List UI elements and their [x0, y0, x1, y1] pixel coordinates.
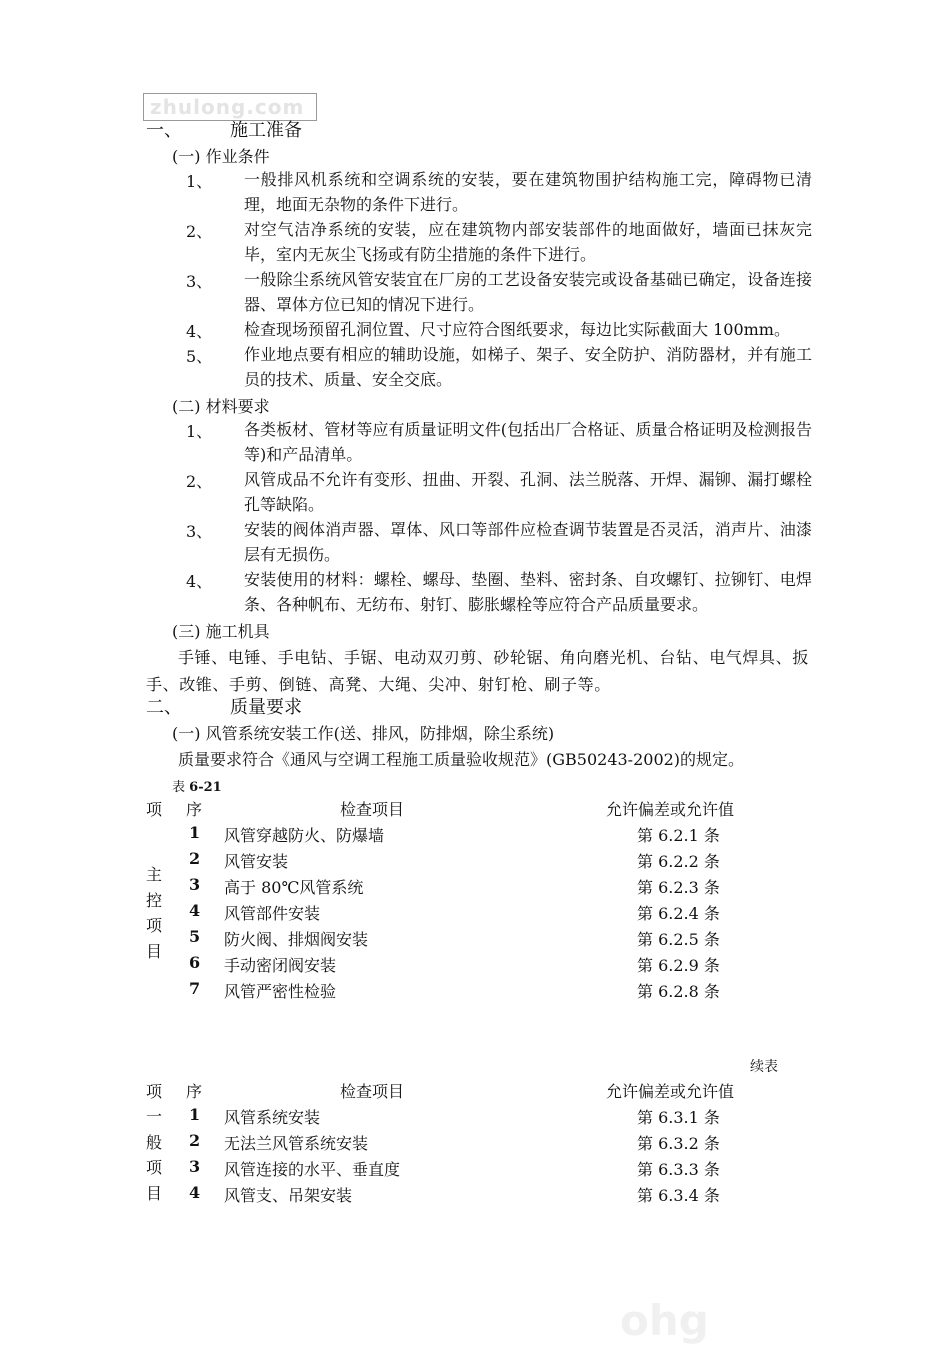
table-row-value: 第 6.2.3 条 [637, 878, 720, 897]
watermark-bottom: ohg [620, 1296, 709, 1345]
table-row-value: 第 6.3.4 条 [637, 1186, 720, 1205]
table-header-item: 检查项目 [340, 800, 405, 819]
table-header-category: 项 [146, 1082, 163, 1101]
table-row-item: 风管严密性检验 [224, 982, 337, 1001]
table-2-caption: 续表 [750, 1059, 778, 1075]
table-row-value: 第 6.2.9 条 [637, 956, 720, 975]
section-2-title: 质量要求 [230, 697, 302, 718]
list-item-number: 4、 [186, 572, 213, 591]
list-item-text: 一般排风机系统和空调系统的安装，要在建筑物围护结构施工完，障碍物已清理，地面无杂物的条件下进行。 [244, 170, 812, 214]
table-row-item: 风管支、吊架安装 [224, 1186, 353, 1205]
table-row-value: 第 6.2.2 条 [637, 852, 720, 871]
list-item-number: 1、 [186, 172, 213, 191]
list-item-number: 2、 [186, 472, 213, 491]
list-item-text: 对空气洁净系统的安装，应在建筑物内部安装部件的地面做好，墙面已抹灰完毕，室内无灰尘飞扬或有防尘措施的条件下进行。 [244, 220, 812, 264]
table-row-value: 第 6.2.8 条 [637, 982, 720, 1001]
list-item-number: 4、 [186, 322, 213, 341]
table-row-item: 防火阀、排烟阀安装 [224, 930, 369, 949]
table-caption-prefix: 表 [172, 780, 186, 795]
subsection-work-conditions: (一) 作业条件 [172, 147, 270, 166]
section-2-number: 二、 [146, 697, 182, 718]
table-row-number: 3 [189, 875, 201, 894]
list-item-text: 一般除尘系统风管安装宜在厂房的工艺设备安装完或设备基础已确定，设备连接器、罩体方位已知的情况下进行。 [244, 270, 812, 314]
table-1-caption [172, 776, 222, 795]
table-row-value: 第 6.2.1 条 [637, 826, 720, 845]
table-header-category: 项 [146, 800, 163, 819]
section-1-number: 一、 [146, 120, 182, 141]
table-group-label: 一般项目 [146, 1107, 163, 1203]
table-header-value: 允许偏差或允许值 [606, 1082, 735, 1101]
table-row-number: 6 [189, 953, 201, 972]
table-row-number: 1 [189, 1105, 201, 1124]
table-row-value: 第 6.3.1 条 [637, 1108, 720, 1127]
table-row-number: 7 [189, 979, 201, 998]
table-row-number: 1 [189, 823, 201, 842]
table-row-item: 风管系统安装 [224, 1108, 321, 1127]
table-row-item: 高于 80℃风管系统 [224, 878, 364, 897]
table-row-number: 5 [189, 927, 201, 946]
list-item-number: 3、 [186, 522, 213, 541]
list-item-number: 3、 [186, 272, 213, 291]
list-item-number: 1、 [186, 422, 213, 441]
table-row-number: 2 [189, 1131, 201, 1150]
table-row-number: 4 [189, 1183, 201, 1202]
tools-line-1: 手锤、电锤、手电钻、手锯、电动双刃剪、砂轮锯、角向磨光机、台钻、电气焊具、扳 [178, 648, 809, 667]
table-row-value: 第 6.2.5 条 [637, 930, 720, 949]
list-item-text: 检查现场预留孔洞位置、尺寸应符合图纸要求，每边比实际截面大 100mm。 [244, 320, 790, 339]
table-header-index: 序 [186, 800, 203, 819]
table-row-value: 第 6.3.3 条 [637, 1160, 720, 1179]
section-1-title: 施工准备 [230, 120, 302, 141]
table-header-item: 检查项目 [340, 1082, 405, 1101]
table-row-number: 4 [189, 901, 201, 920]
list-item-text: 安装的阀体消声器、罩体、风口等部件应检查调节装置是否灵活，消声片、油漆层有无损伤。 [244, 520, 812, 564]
table-row-number: 2 [189, 849, 201, 868]
subsection-duct-system: (一) 风管系统安装工作(送、排风，防排烟，除尘系统) [172, 724, 555, 743]
table-group-label: 主控项目 [146, 865, 163, 961]
table-row-value: 第 6.3.2 条 [637, 1134, 720, 1153]
table-row-item: 手动密闭阀安装 [224, 956, 337, 975]
table-row-number: 3 [189, 1157, 201, 1176]
table-row-item: 风管连接的水平、垂直度 [224, 1160, 401, 1179]
watermark-logo: zhulong.com [143, 93, 317, 121]
table-row-item: 风管安装 [224, 852, 289, 871]
tools-line-2: 手、改锥、手剪、倒链、高凳、大绳、尖冲、射钉枪、刷子等。 [146, 675, 611, 694]
list-item-text: 风管成品不允许有变形、扭曲、开裂、孔洞、法兰脱落、开焊、漏铆、漏打螺栓孔等缺陷。 [244, 470, 812, 514]
subsection-tools: (三) 施工机具 [172, 622, 270, 641]
list-item-text: 各类板材、管材等应有质量证明文件(包括出厂合格证、质量合格证明及检测报告等)和产品清单。 [244, 420, 812, 464]
list-item-number: 2、 [186, 222, 213, 241]
quality-standard-line: 质量要求符合《通风与空调工程施工质量验收规范》(GB50243-2002)的规定。 [178, 750, 745, 769]
subsection-material-requirements: (二) 材料要求 [172, 397, 270, 416]
list-item-text: 安装使用的材料：螺栓、螺母、垫圈、垫料、密封条、自攻螺钉、拉铆钉、电焊条、各种帆布、无纺布、射钉、膨胀螺栓等应符合产品质量要求。 [244, 570, 812, 614]
table-row-item: 风管部件安装 [224, 904, 321, 923]
table-row-item: 风管穿越防火、防爆墙 [224, 826, 385, 845]
list-item-number: 5、 [186, 347, 213, 366]
table-row-value: 第 6.2.4 条 [637, 904, 720, 923]
table-caption-number: 6-21 [189, 780, 222, 795]
table-header-index: 序 [186, 1082, 203, 1101]
list-item-text: 作业地点要有相应的辅助设施，如梯子、架子、安全防护、消防器材，并有施工员的技术、质量、安全交底。 [244, 345, 812, 389]
table-header-value: 允许偏差或允许值 [606, 800, 735, 819]
table-row-item: 无法兰风管系统安装 [224, 1134, 369, 1153]
